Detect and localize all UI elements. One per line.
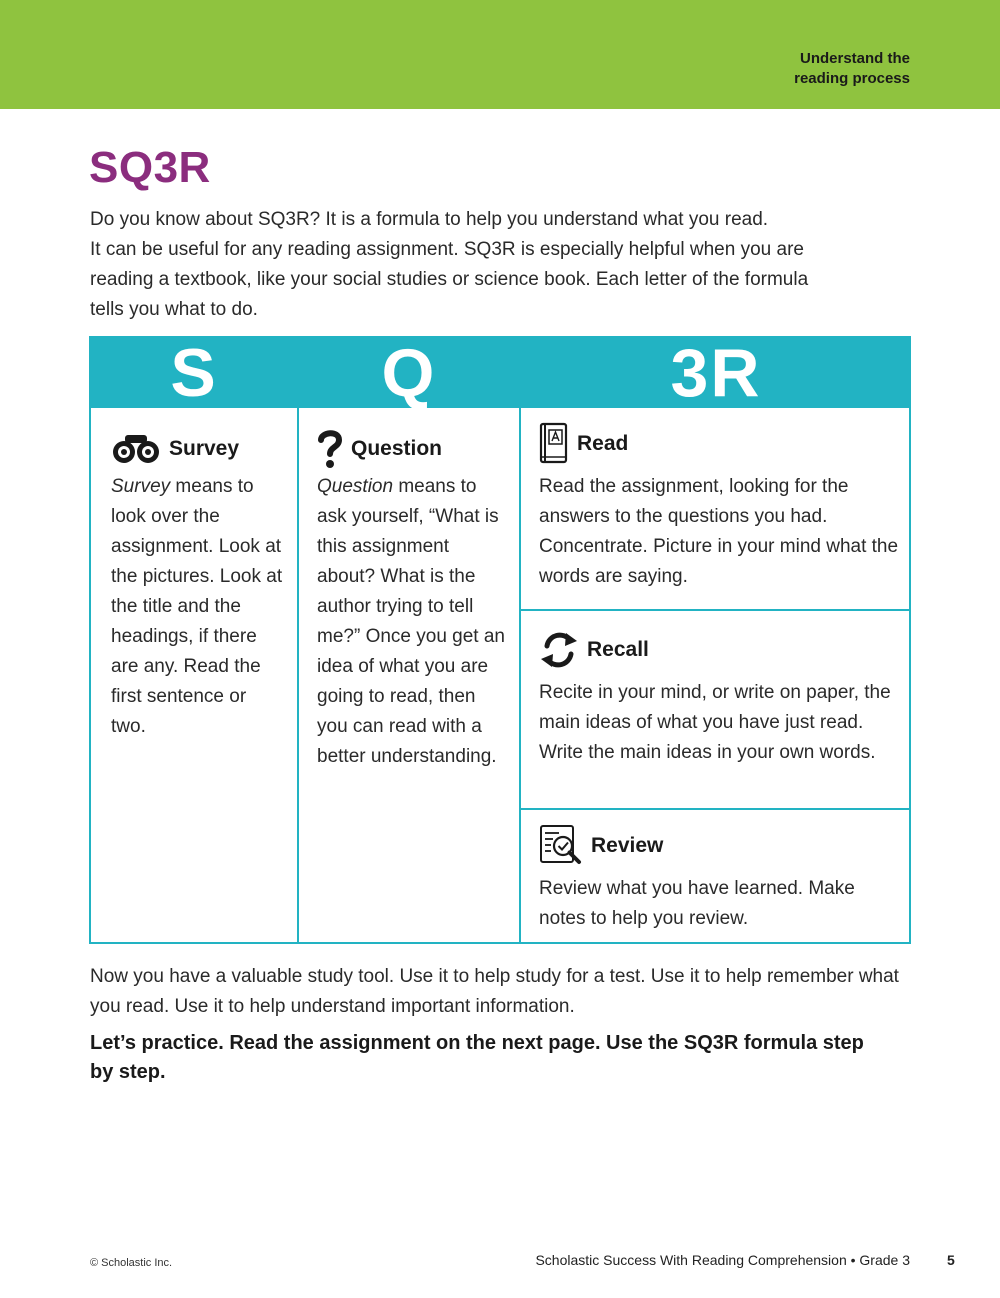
page-title: SQ3R [89, 143, 211, 192]
recall-heading [539, 628, 899, 672]
survey-text [111, 472, 286, 742]
column-header-s: S [91, 338, 297, 408]
row-divider [519, 609, 911, 611]
column-divider [297, 338, 299, 942]
review-cell [539, 824, 899, 934]
survey-lead: Survey [111, 476, 171, 497]
intro-line: Do you know about SQ3R? It is a formula to help you understand what you read. [90, 209, 769, 230]
question-mark-icon [317, 429, 343, 469]
intro-line: reading a textbook, like your social studies or science book. Each letter of the formula [90, 269, 809, 290]
survey-body: means to look over the assignment. Look at the pictures. Look at the title and the headings, if there are any. Read the first sentence or two. [111, 476, 283, 737]
copyright-notice: © Scholastic Inc. [90, 1257, 173, 1269]
review-text: Review what you have learned. Make notes to help you review. [539, 878, 855, 929]
read-cell [539, 422, 899, 592]
read-label: Read [577, 432, 629, 455]
recall-cell [539, 628, 899, 768]
survey-label: Survey [169, 437, 240, 460]
intro-paragraph [90, 205, 910, 325]
outro-paragraph: Now you have a valuable study tool. Use it to help study for a test. Use it to help remember what you read. Use it to help understand important information. [90, 966, 899, 1017]
survey-cell [111, 432, 286, 742]
question-text [317, 472, 509, 772]
section-tag-line-2: reading process [794, 70, 910, 87]
column-divider [519, 338, 521, 942]
intro-line: tells you what to do. [90, 299, 258, 320]
magnified-checklist-icon [539, 824, 583, 868]
survey-heading [111, 432, 286, 466]
book-icon [539, 422, 569, 466]
book-title: Scholastic Success With Reading Comprehension • Grade 3 [535, 1252, 910, 1268]
question-label: Question [351, 437, 443, 460]
review-label: Review [591, 834, 664, 857]
recall-label: Recall [587, 638, 649, 661]
read-text: Read the assignment, looking for the answers to the questions you had. Concentrate. Picture in your mind what the words are saying. [539, 476, 899, 587]
binoculars-icon [111, 433, 161, 465]
refresh-arrows-icon [539, 630, 579, 670]
recall-text: Recite in your mind, or write on paper, the main ideas of what you have just read. Write the main ideas in your own words. [539, 682, 891, 763]
sq3r-table [89, 336, 911, 944]
column-header-3r: 3R [521, 338, 911, 408]
practice-instruction: Let’s practice. Read the assignment on the next page. Use the SQ3R formula step by step. [90, 1032, 864, 1083]
question-cell [317, 432, 509, 772]
section-tag-line-1: Understand the [799, 50, 910, 67]
read-heading [539, 422, 899, 466]
page-number: 5 [947, 1252, 955, 1268]
intro-line: It can be useful for any reading assignment. SQ3R is especially helpful when you are [90, 239, 804, 260]
row-divider [519, 808, 911, 810]
question-heading [317, 432, 509, 466]
section-tag [794, 49, 910, 89]
header-band [0, 0, 1000, 109]
column-header-q: Q [299, 338, 519, 408]
question-body: means to ask yourself, “What is this assignment about? What is the author trying to tell me?” Once you get an idea of what you are going to read, then you can read with a better understanding. [317, 476, 505, 767]
question-lead: Question [317, 476, 394, 497]
review-heading [539, 824, 899, 868]
